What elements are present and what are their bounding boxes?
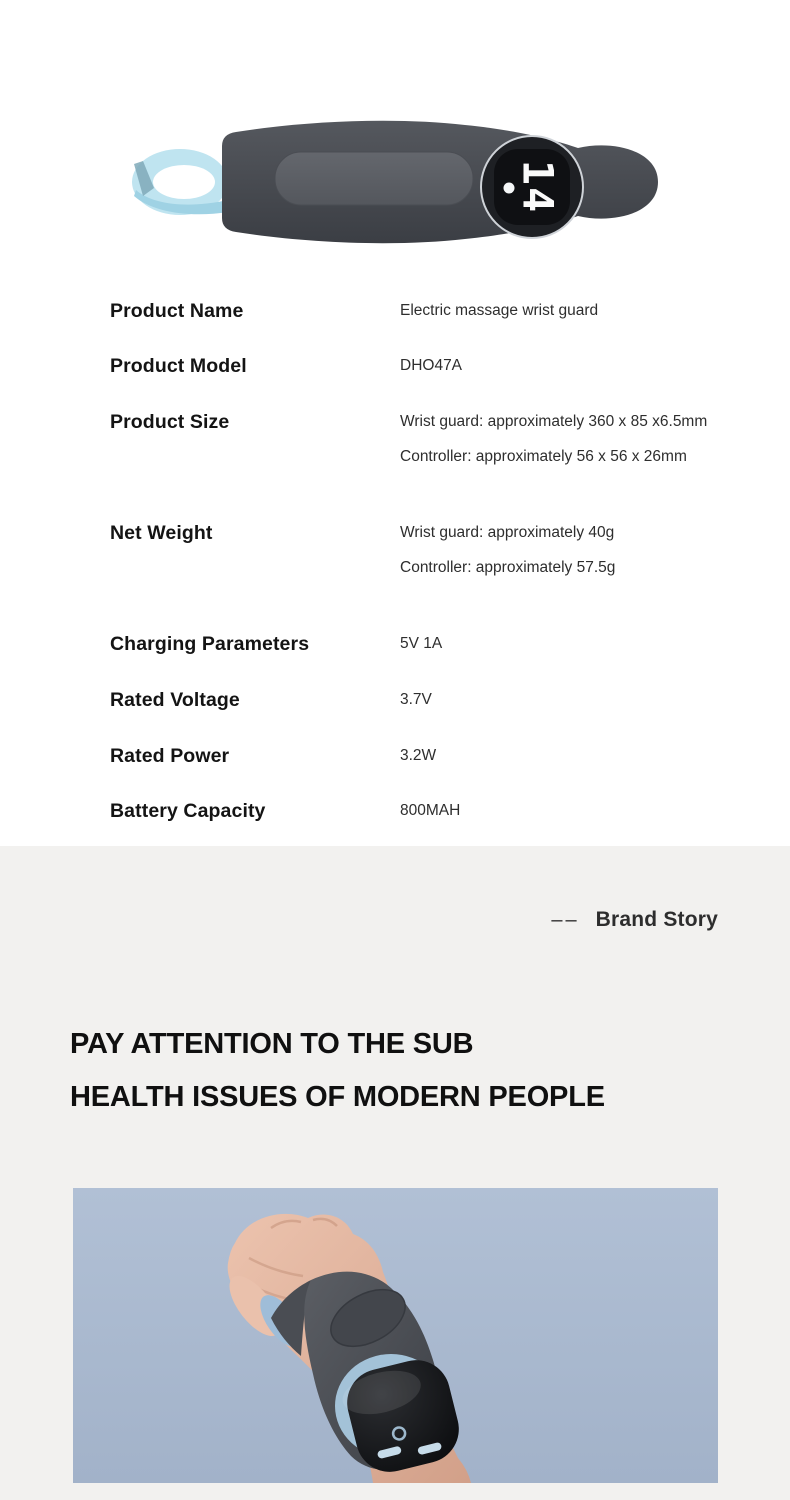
spec-row-rated-power <box>0 743 790 769</box>
spec-value: DHO47A <box>400 357 463 374</box>
wrist-band <box>222 121 658 243</box>
led-digits: 14 <box>513 159 563 215</box>
spec-row-battery-capacity <box>0 798 790 824</box>
spec-value: 3.7V <box>400 691 432 708</box>
brand-story-caption <box>551 908 718 932</box>
spec-label: Product Name <box>110 300 244 322</box>
spec-label: Charging Parameters <box>110 633 310 655</box>
velcro-patch <box>275 152 473 205</box>
dash-icon: –– <box>551 908 580 931</box>
hero-product-image <box>110 98 670 270</box>
brand-story-label: Brand Story <box>595 908 718 931</box>
strap-loop <box>132 149 228 215</box>
spec-value: 3.2W <box>400 747 437 764</box>
spec-row-product-model <box>0 353 790 379</box>
spec-label: Rated Power <box>110 745 230 767</box>
spec-row-rated-voltage <box>0 687 790 713</box>
lifestyle-photo <box>73 1188 718 1483</box>
spec-value: 5V 1A <box>400 635 443 652</box>
spec-label: Product Model <box>110 355 247 377</box>
spec-value: Electric massage wrist guard <box>400 302 599 319</box>
spec-row-net-weight <box>0 520 790 581</box>
spec-row-product-size <box>0 409 790 470</box>
section-headline <box>70 1018 730 1124</box>
spec-list <box>0 298 790 824</box>
spec-label: Product Size <box>110 411 230 433</box>
headline-line-1: PAY ATTENTION TO THE SUB <box>70 1028 474 1060</box>
spec-value: Wrist guard: approximately 360 x 85 x6.5mm <box>400 413 708 430</box>
spec-label: Net Weight <box>110 522 213 544</box>
spec-value: Controller: approximately 56 x 56 x 26mm <box>400 448 687 465</box>
spec-value: 800MAH <box>400 802 461 819</box>
spec-row-charging-parameters <box>0 631 790 657</box>
spec-row-product-name <box>0 298 790 324</box>
spec-label: Rated Voltage <box>110 689 240 711</box>
spec-value: Controller: approximately 57.5g <box>400 559 616 576</box>
led-display <box>481 136 583 238</box>
spec-label: Battery Capacity <box>110 800 266 822</box>
headline-line-2: HEALTH ISSUES OF MODERN PEOPLE <box>70 1081 605 1113</box>
spec-value: Wrist guard: approximately 40g <box>400 524 615 541</box>
brand-story-section <box>0 846 790 1500</box>
